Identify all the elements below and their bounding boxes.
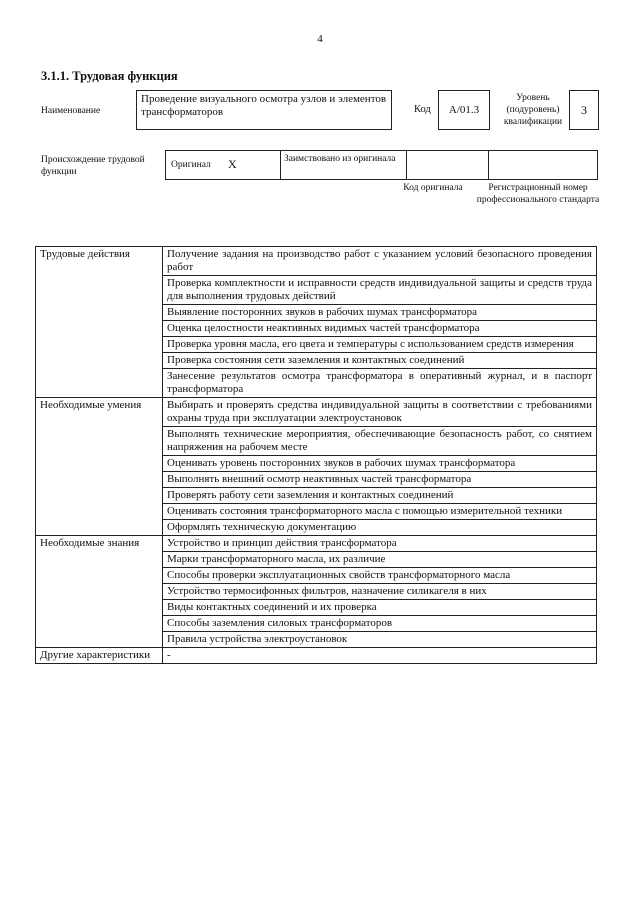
level-label: Уровень (подуровень) квалификации [503,93,563,127]
name-label: Наименование [41,106,101,116]
section-item: Выбирать и проверять средства индивидуальной защиты в соответствии с требованиями охраны труда при эксплуатации электроустановок [163,398,597,427]
original-label: Оригинал [171,160,211,170]
section-item: Получение задания на производство работ с указанием условий безопасного проведения работ [163,247,597,276]
section-item: - [163,648,597,664]
section-item: Оценивать состояния трансформаторного масла с помощью измерительной техники [163,504,597,520]
section-item: Проверка комплектности и исправности средств индивидуальной защиты и средств труда для выполнения трудовых действий [163,276,597,305]
section-item: Устройство и принцип действия трансформатора [163,536,597,552]
code-caption: Код оригинала [403,183,463,193]
function-table [35,246,597,664]
section-item: Выявление посторонних звуков в рабочих шумах трансформатора [163,305,597,321]
section-label: Необходимые знания [36,536,163,648]
section-item: Проверять работу сети заземления и контактных соединений [163,488,597,504]
code-label: Код [414,104,431,115]
section-item: Оценивать уровень посторонних звуков в рабочих шумах трансформатора [163,456,597,472]
table-row [36,398,597,427]
origin-divider [488,151,489,179]
section-item: Виды контактных соединений и их проверка [163,600,597,616]
section-item: Проверка состояния сети заземления и контактных соединений [163,353,597,369]
table-row [36,648,597,664]
code-box: А/01.3 [438,90,490,130]
section-item: Устройство термосифонных фильтров, назначение силикагеля в них [163,584,597,600]
section-item: Способы заземления силовых трансформаторов [163,616,597,632]
reg-number-caption: Регистрационный номер профессионального стандарта [476,183,600,205]
section-label: Необходимые умения [36,398,163,536]
origin-divider [406,151,407,179]
section-item: Выполнять внешний осмотр неактивных частей трансформатора [163,472,597,488]
section-item: Выполнять технические мероприятия, обеспечивающие безопасность работ, со снятием напряжения на рабочем месте [163,427,597,456]
section-label: Другие характеристики [36,648,163,664]
section-item: Занесение результатов осмотра трансформатора в оперативный журнал, и в паспорт трансформатора [163,369,597,398]
section-item: Марки трансформаторного масла, их различие [163,552,597,568]
origin-label: Происхождение трудовой функции [41,155,145,177]
origin-divider [280,151,281,179]
table-row [36,247,597,276]
section-item: Правила устройства электроустановок [163,632,597,648]
table-row [36,536,597,552]
original-mark: X [228,157,237,171]
section-item: Проверка уровня масла, его цвета и температуры с использованием средств измерения [163,337,597,353]
section-item: Оценка целостности неактивных видимых частей трансформатора [163,321,597,337]
section-label: Трудовые действия [36,247,163,398]
function-name-box: Проведение визуального осмотра узлов и элементов трансформаторов [136,90,392,130]
section-item: Способы проверки эксплуатационных свойств трансформаторного масла [163,568,597,584]
section-title: 3.1.1. Трудовая функция [41,69,178,83]
section-item: Оформлять техническую документацию [163,520,597,536]
borrowed-label: Заимствовано из оригинала [284,154,396,164]
level-box: 3 [569,90,599,130]
origin-row [165,150,598,180]
page-number: 4 [317,33,323,45]
